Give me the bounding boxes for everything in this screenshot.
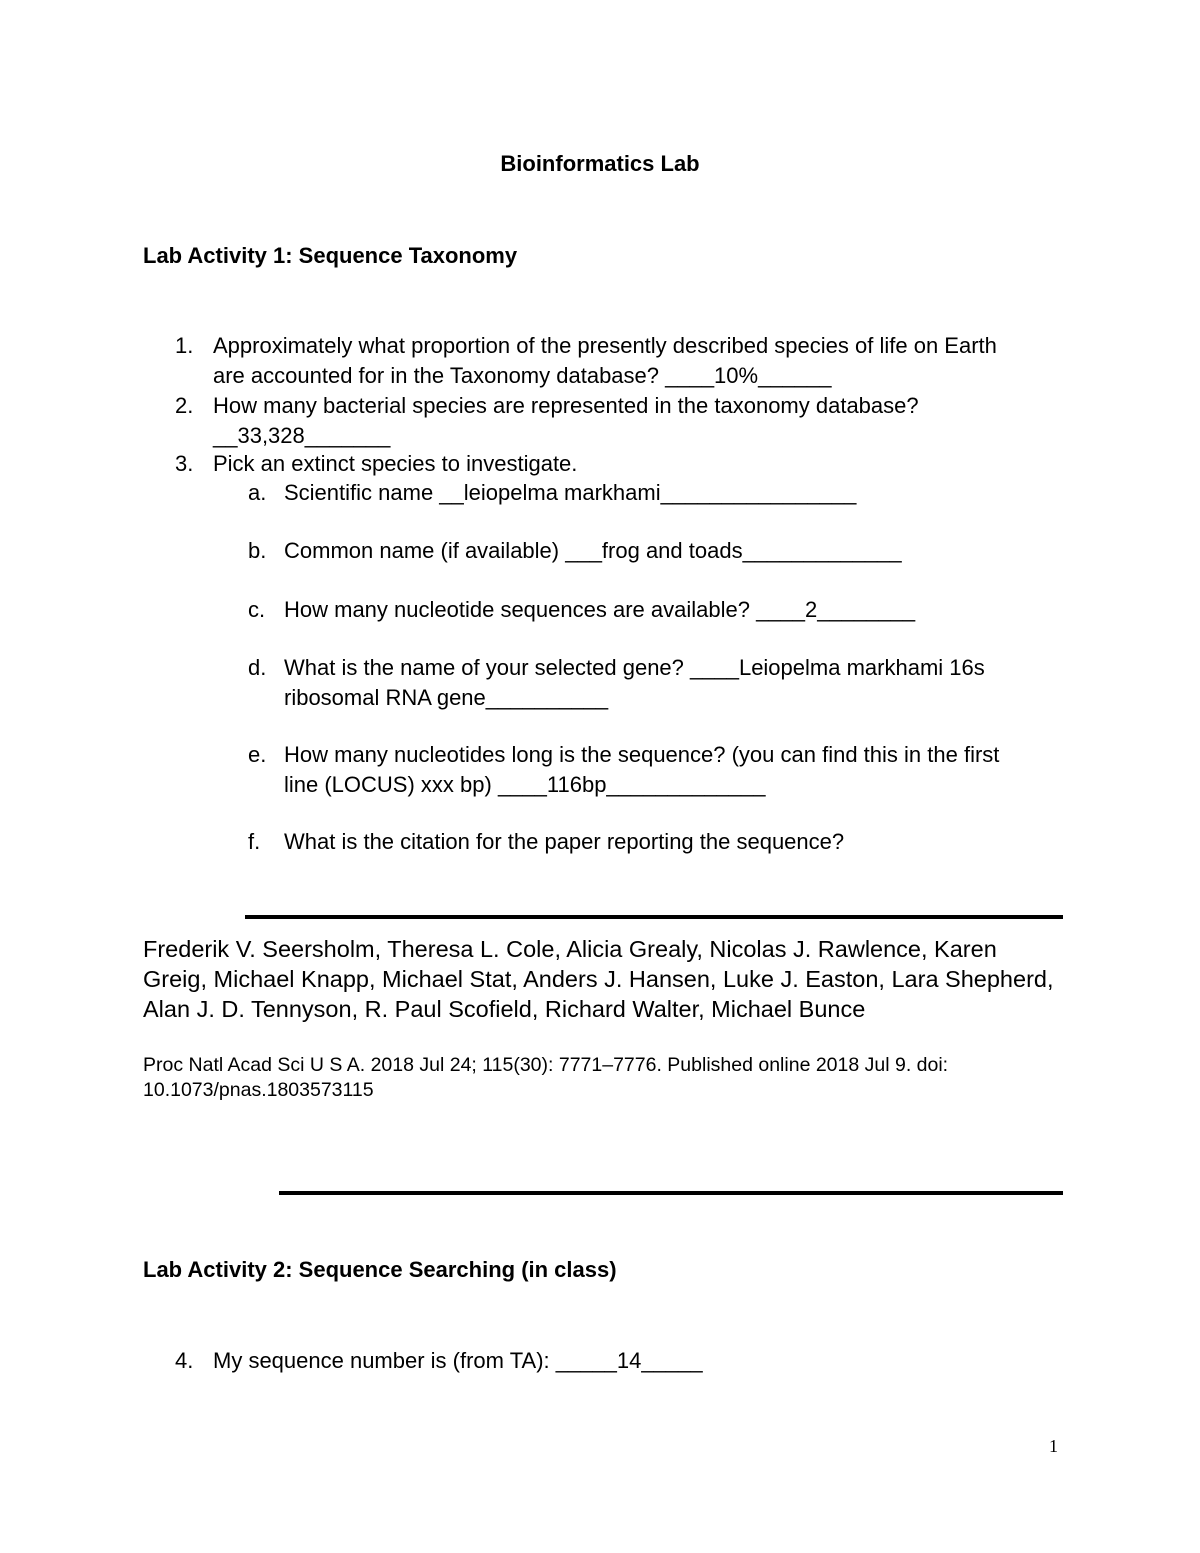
answer-rule-2 xyxy=(279,1191,1063,1195)
q3b-letter: b. xyxy=(248,538,267,563)
q4-number: 4. xyxy=(175,1348,194,1373)
page-number: 1 xyxy=(1049,1436,1058,1456)
q4-text: My sequence number is (from TA): _____14_____ xyxy=(213,1348,703,1373)
q2-line2: __33,328_______ xyxy=(213,423,391,448)
citation-authors: Frederik V. Seersholm, Theresa L. Cole, Alicia Grealy, Nicolas J. Rawlence, Karen Greig, Michael Knapp, Michael Stat, Anders J. Hansen, Luke J. Easton, Lara Shepherd, Alan J. D. Tennyson, R. Paul Scofield, Richard Walter, Michael Bunce xyxy=(143,936,1054,1022)
answer-rule xyxy=(245,915,1063,919)
q3e-line1: How many nucleotides long is the sequence? (you can find this in the first xyxy=(284,742,1000,767)
q3c-letter: c. xyxy=(248,597,266,622)
q2-line1: How many bacterial species are represented in the taxonomy database? xyxy=(213,393,919,418)
q1-number: 1. xyxy=(175,333,194,358)
q3d-letter: d. xyxy=(248,655,267,680)
q1-line1: Approximately what proportion of the presently described species of life on Earth xyxy=(213,333,997,358)
q3b-text: Common name (if available) ___frog and toads_____________ xyxy=(284,538,902,563)
q3f-text: What is the citation for the paper reporting the sequence? xyxy=(284,829,845,854)
q1-line2: are accounted for in the Taxonomy database? ____10%______ xyxy=(213,363,832,388)
q3d-line2: ribosomal RNA gene__________ xyxy=(284,685,609,710)
q3d-line1: What is the name of your selected gene? ____Leiopelma markhami 16s xyxy=(284,655,985,680)
q3e-line2: line (LOCUS) xxx bp) ____116bp_____________ xyxy=(284,772,766,797)
citation-journal: Proc Natl Acad Sci U S A. 2018 Jul 24; 115(30): 7771–7776. Published online 2018 Jul 9. doi: 10.1073/pnas.1803573115 xyxy=(143,1054,949,1101)
q3f-letter: f. xyxy=(248,829,261,854)
q2-number: 2. xyxy=(175,393,194,418)
q3e-letter: e. xyxy=(248,742,267,767)
activity2-heading: Lab Activity 2: Sequence Searching (in class) xyxy=(143,1257,617,1282)
q3a-text: Scientific name __leiopelma markhami________________ xyxy=(284,480,857,505)
q3-line1: Pick an extinct species to investigate. xyxy=(213,451,578,476)
q3a-letter: a. xyxy=(248,480,267,505)
q3-number: 3. xyxy=(175,451,194,476)
q3c-text: How many nucleotide sequences are available? ____2________ xyxy=(284,597,916,622)
document-title: Bioinformatics Lab xyxy=(500,151,700,176)
activity1-heading: Lab Activity 1: Sequence Taxonomy xyxy=(143,243,518,268)
